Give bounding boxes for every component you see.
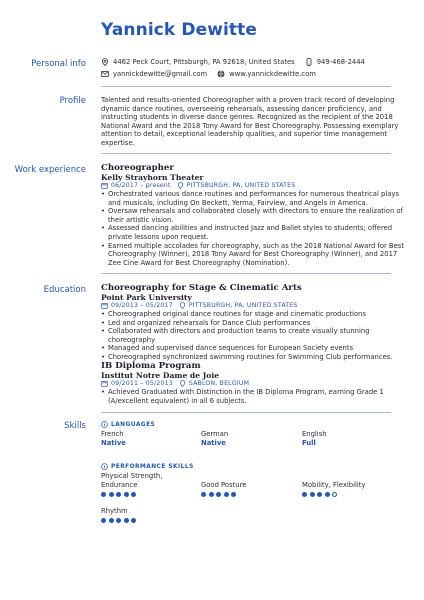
degree-title: Choreography for Stage & Cinematic Arts	[101, 283, 302, 293]
list-item: • Earned multiple accolades for choreography, such as the 2018 National Award for Best Choreography (Winner), 2018 Tony Award for Best Choreography (Winner), and 2017 Zee Cine Award for Best Choreography (Nomination).	[101, 242, 406, 268]
address-text: 4462 Peck Court, Pittsburgh, PA 92618, United States	[113, 58, 295, 66]
skill-name: Rhythm	[101, 507, 128, 515]
education-location: PITTSBURGH, PA, UNITED STATES	[188, 302, 298, 309]
school-name: Point Park University	[101, 293, 192, 302]
email-icon	[101, 70, 109, 78]
candidate-name: Yannick Dewitte	[101, 20, 258, 40]
performance-skills-heading: PERFORMANCE SKILLS	[101, 463, 194, 470]
location-pin-icon	[179, 302, 186, 309]
section-label-profile: Profile	[59, 96, 86, 106]
list-item: • Collaborated with directors and production teams to create visually stunning choreography	[101, 327, 406, 344]
location-pin-icon	[179, 380, 186, 387]
education-meta	[101, 302, 298, 309]
rating-dot-filled	[317, 492, 322, 497]
rating-dot-filled	[216, 492, 221, 497]
phone-icon	[305, 58, 313, 66]
info-icon	[101, 421, 108, 428]
skill-name: Mobility, Flexibility	[302, 481, 366, 489]
rating-dot-filled	[116, 518, 121, 523]
contact-row-address	[101, 58, 365, 66]
education-dates: 09/2013 – 05/2017	[111, 302, 173, 309]
language-name: French	[101, 430, 124, 438]
rating-dot-filled	[109, 492, 114, 497]
section-divider	[101, 153, 391, 154]
job-title: Choreographer	[101, 163, 174, 173]
rating-dot-filled	[209, 492, 214, 497]
languages-heading: LANGUAGES	[101, 421, 155, 428]
list-item: • Choreographed original dance routines for stage and cinematic productions	[101, 310, 406, 319]
section-divider	[101, 273, 391, 274]
education-location: SABLON, BELGIUM	[188, 380, 250, 387]
language-level: Native	[101, 439, 126, 447]
job-location: PITTSBURGH, PA, UNITED STATES	[186, 182, 296, 189]
language-level: Native	[201, 439, 226, 447]
rating-dot-filled	[109, 518, 114, 523]
website-link[interactable]: www.yannickdewitte.com	[229, 70, 316, 78]
rating-dot-filled	[231, 492, 236, 497]
calendar-icon	[101, 182, 108, 189]
education-bullets	[101, 388, 406, 405]
contact-row-online	[101, 70, 316, 78]
degree-title: IB Diploma Program	[101, 361, 201, 371]
rating-dot-filled	[124, 492, 129, 497]
rating-dot-filled	[116, 492, 121, 497]
section-label-skills: Skills	[64, 421, 86, 431]
rating-dot-filled	[131, 492, 136, 497]
section-label-personal-info: Personal info	[31, 59, 86, 69]
rating-dot-filled	[325, 492, 330, 497]
education-meta	[101, 380, 249, 387]
section-divider	[101, 412, 391, 413]
rating-dot-filled	[201, 492, 206, 497]
list-item: • Oversaw rehearsals and collaborated closely with directors to ensure the realization of their artistic vision.	[101, 207, 406, 224]
skill-name: Physical Strength, Endurance	[101, 472, 163, 489]
globe-icon	[217, 70, 225, 78]
employer-name: Kelly Strayhorn Theater	[101, 173, 204, 182]
job-meta	[101, 182, 295, 189]
list-item: • Achieved Graduated with Distinction in the IB Diploma Program, earning Grade 1 (A/excellent equivalent) in all 6 subjects.	[101, 388, 406, 405]
calendar-icon	[101, 302, 108, 309]
section-label-work-experience: Work experience	[14, 165, 86, 175]
info-icon	[101, 463, 108, 470]
skill-rating	[101, 518, 139, 523]
rating-dot-filled	[310, 492, 315, 497]
skill-name: Good Posture	[201, 481, 247, 489]
list-item: • Orchestrated various dance routines and performances for numerous theatrical plays and musicals, including On Beckett, Yerma, Fairview, and Angels in America.	[101, 190, 406, 207]
rating-dot-filled	[131, 518, 136, 523]
rating-dot-filled	[124, 518, 129, 523]
rating-dot-empty	[332, 492, 337, 497]
skill-rating	[201, 492, 239, 497]
education-bullets	[101, 310, 406, 362]
school-name: Institut Notre Dame de Joie	[101, 371, 220, 380]
calendar-icon	[101, 380, 108, 387]
skill-rating	[302, 492, 340, 497]
language-level: Full	[302, 439, 316, 447]
profile-summary: Talented and results-oriented Choreographer with a proven track record of developing dynamic dance routines, overseeing rehearsals, assessing dancer proficiency, and instructing students in diverse dance genres. Recognized as the recipient of the 2018 National Award and the 2018 Tony Award for Best Choreography. Possessing exemplary attention to detail, exceptional leadership qualities, and superior time management expertise.	[101, 96, 399, 147]
list-item: • Led and organized rehearsals for Dance Club performances	[101, 319, 406, 328]
job-dates: 06/2017 – present	[111, 182, 171, 189]
email-link[interactable]: yannickdewitte@gmail.com	[113, 70, 208, 78]
section-label-education: Education	[43, 285, 86, 295]
section-divider	[101, 86, 391, 87]
language-name: German	[201, 430, 229, 438]
job-bullets	[101, 190, 406, 267]
rating-dot-filled	[101, 518, 106, 523]
rating-dot-filled	[302, 492, 307, 497]
list-item: • Choreographed synchronized swimming routines for Swimming Club performances.	[101, 353, 406, 362]
skill-rating	[101, 492, 139, 497]
rating-dot-filled	[101, 492, 106, 497]
education-dates: 09/2011 – 05/2013	[111, 380, 173, 387]
location-pin-icon	[101, 58, 109, 66]
list-item: • Managed and supervised dance sequences for European Society events	[101, 344, 406, 353]
phone-text: 949-468-2444	[316, 58, 365, 66]
list-item: • Assessed dancing abilities and instructed Jazz and Ballet styles to students; offered private lessons upon request.	[101, 224, 406, 241]
location-pin-icon	[177, 182, 184, 189]
language-name: English	[302, 430, 327, 438]
rating-dot-filled	[224, 492, 229, 497]
